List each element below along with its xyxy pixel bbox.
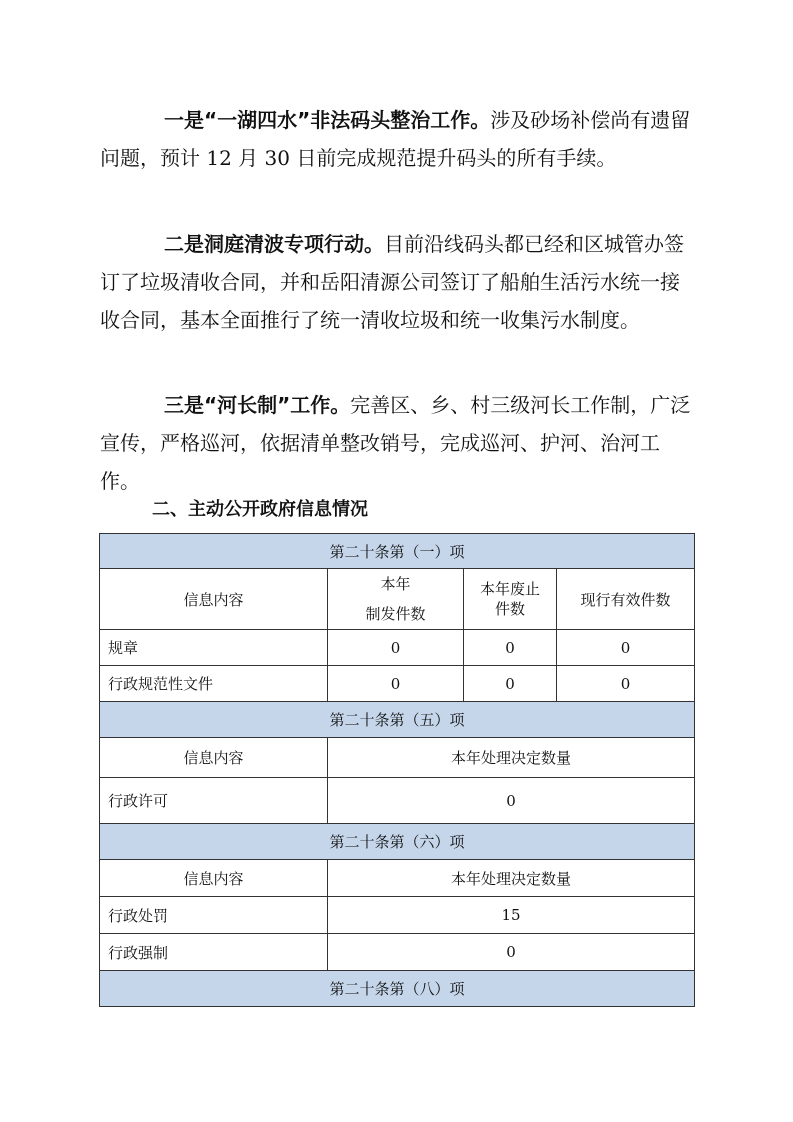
- section-5-title: 第二十条第（五）项: [329, 711, 465, 729]
- section-8-title: 第二十条第（八）项: [329, 980, 465, 998]
- row-name: 行政规范性文件: [100, 666, 328, 701]
- col-content-header: 信息内容: [100, 860, 328, 896]
- table-section-header: [100, 971, 694, 1007]
- row-new: 0: [328, 630, 464, 665]
- info-disclosure-table: [99, 533, 695, 1007]
- row-abolished: 0: [464, 630, 557, 665]
- table-section-header: [100, 702, 694, 738]
- row-count: 15: [501, 906, 521, 924]
- section-1-title: 第二十条第（一）项: [329, 542, 465, 561]
- paragraph-3-text: 完善区、乡、村三级河长工作制，广泛宣传，严格巡河，依据清单整改销号，完成巡河、护河、治河工作。: [100, 393, 691, 493]
- col-new-header-line2: 制发件数: [365, 605, 426, 623]
- paragraph-2: [100, 225, 696, 339]
- paragraph-1: [100, 101, 696, 177]
- section-6-title: 第二十条第（六）项: [329, 833, 465, 851]
- row-count: 0: [506, 943, 516, 961]
- col-count-header: 本年处理决定数量: [450, 869, 571, 888]
- row-name: 行政处罚: [100, 897, 328, 933]
- row-name: 行政强制: [100, 934, 328, 970]
- col-content-header: 信息内容: [100, 738, 328, 777]
- col-abolished-label: 本年废止件数: [479, 580, 540, 618]
- table-row: [100, 778, 694, 824]
- section-title: 二、主动公开政府信息情况: [152, 499, 368, 520]
- col-abolished-header: [464, 569, 557, 629]
- table-row: [100, 934, 694, 971]
- row-new: 0: [328, 666, 464, 701]
- paragraph-3: [100, 386, 696, 500]
- row-name: 行政许可: [100, 778, 328, 823]
- table-row: [100, 897, 694, 934]
- row-valid: 0: [620, 638, 631, 657]
- table-row: [100, 666, 694, 702]
- paragraph-1-lead: 一是“一湖四水”非法码头整治工作。: [164, 108, 491, 132]
- table-column-header: [100, 860, 694, 897]
- paragraph-1-text: 涉及砂场补偿尚有遗留问题，预计 12 月 30 日前完成规范提升码头的所有手续。: [100, 108, 691, 170]
- col-count-header: 本年处理决定数量: [450, 749, 571, 767]
- col-new-header-line1: 本年: [380, 575, 411, 593]
- table-section-header: [100, 824, 694, 860]
- table-section-header: [100, 534, 694, 569]
- paragraph-2-lead: 二是洞庭清波专项行动。: [164, 232, 384, 256]
- row-abolished: 0: [464, 666, 557, 701]
- paragraph-2-text: 目前沿线码头都已经和区城管办签订了垃圾清收合同，并和岳阳清源公司签订了船舶生活污水统一接收合同，基本全面推行了统一清收垃圾和统一收集污水制度。: [100, 232, 684, 332]
- row-name: 规章: [100, 630, 328, 665]
- row-valid: 0: [620, 674, 631, 693]
- col-valid-header: 现行有效件数: [580, 590, 671, 609]
- table-row: [100, 630, 694, 666]
- col-new-header: [328, 569, 464, 629]
- col-content-header: 信息内容: [100, 569, 328, 629]
- paragraph-3-lead: 三是“河长制”工作。: [164, 393, 351, 417]
- row-count: 0: [506, 791, 516, 810]
- table-column-header: [100, 738, 694, 778]
- table-column-header: [100, 569, 694, 630]
